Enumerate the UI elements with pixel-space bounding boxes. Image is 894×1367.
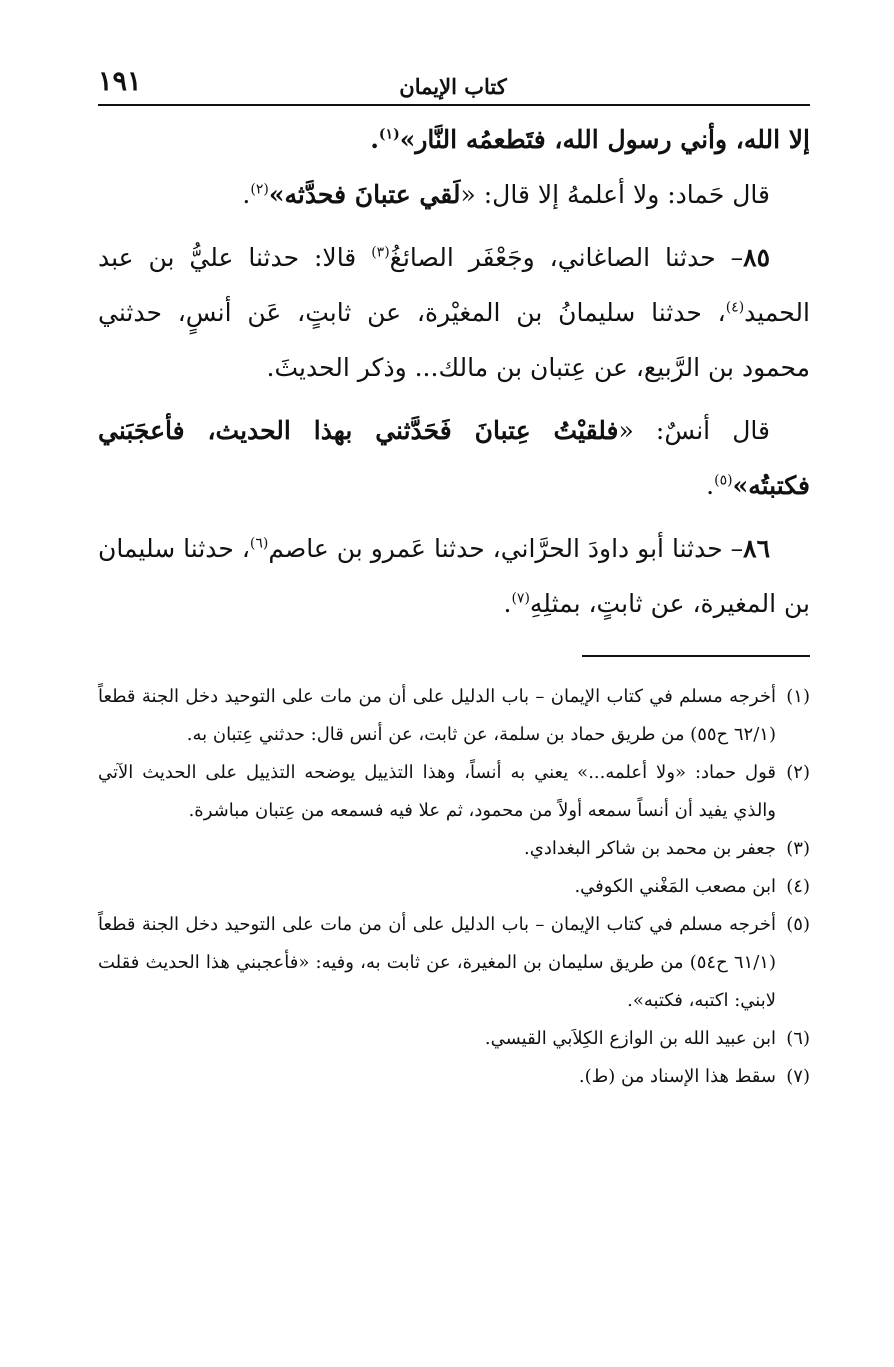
hammad-end: . (242, 180, 251, 209)
hadith-86-part1: – حدثنا أبو داودَ الحرَّاني، حدثنا عَمرو بن عاصم (268, 534, 744, 563)
main-text (98, 112, 810, 631)
footnotes (98, 678, 810, 1096)
footnote-ref-5: (٥) (714, 472, 733, 489)
hadith-85-part1: – حدثنا الصاغاني، وجَعْفَر الصائغُ (389, 243, 744, 272)
hadith-86-end: . (503, 589, 512, 618)
footnote-text: ابن عبيد الله بن الوازع الكِلاَبي القيسي. (484, 1028, 776, 1049)
page-header (98, 62, 808, 102)
hadith-86-part2: ، حدثنا سليمان بن المغيرة، عن ثابتٍ، بمثلِهِ (98, 534, 810, 618)
continuation-text: إلا الله، وأني رسول الله، فتَطعمُه النَّار» (399, 125, 810, 154)
footnote-text: ابن مصعب المَغْني الكوفي. (574, 876, 776, 897)
footnote-number: (٥) (786, 914, 810, 935)
hadith-86 (98, 521, 810, 631)
footnote-text: أخرجه مسلم في كتاب الإيمان – باب الدليل على أن من مات على التوحيد دخل الجنة قطعاً (٦١/١ ح٥٤) من طريق سليمان بن المغيرة، عن ثابت به، وفيه: «فأعجبني هذا الحديث فقلت لابني: اكتبه، فكتبه». (98, 914, 776, 1011)
footnote-ref-7: (٧) (511, 590, 530, 607)
footnote-text: سقط هذا الإسناد من (ط). (578, 1066, 776, 1087)
footnote-ref-3: (٣) (371, 244, 390, 261)
footnote-item (98, 1058, 810, 1096)
hadith-85-number: ٨٥ (743, 243, 770, 272)
continuation-end: . (370, 125, 379, 154)
anas-quote: فلقيْتُ عِتبانَ فَحَدَّثني بهذا الحديث، فأعجَبَني فكتبتُه» (98, 416, 810, 500)
footnote-number: (٢) (786, 762, 810, 783)
footnote-text: أخرجه مسلم في كتاب الإيمان – باب الدليل على أن من مات على التوحيد دخل الجنة قطعاً (٦٢/١ ح٥٥) من طريق حماد بن سلمة، عن ثابت، عن أنس قال: حدثني عِتبان به. (98, 686, 776, 745)
footnote-item (98, 1020, 810, 1058)
header-divider (98, 104, 810, 106)
running-title: كتاب الإيمان (399, 74, 507, 99)
footnote-ref-1: (١) (378, 126, 400, 143)
paragraph-anas (98, 403, 810, 513)
hadith-85-part2: قالا: حدثنا عليُّ بن عبد الحميد (98, 243, 810, 327)
footnote-item (98, 830, 810, 868)
paragraph-hammad (98, 167, 810, 222)
footnote-text: قول حماد: «ولا أعلمه...» يعني به أنساً، وهذا التذييل يوضحه التذييل على الحديث الآتي والذي يفيد أن أنساً سمعه أولاً من محمود، ثم علا فيه فسمعه من عِتبان مباشرة. (98, 762, 776, 821)
paragraph-continuation (98, 112, 810, 167)
footnote-ref-4: (٤) (725, 299, 745, 316)
anas-prefix: قال أنسٌ: « (618, 416, 770, 445)
footnote-item (98, 868, 810, 906)
footnote-ref-6: (٦) (249, 535, 269, 552)
anas-end: . (706, 471, 715, 500)
footnote-ref-2: (٢) (250, 181, 269, 198)
footnote-item (98, 754, 810, 830)
footnote-number: (٦) (786, 1028, 810, 1049)
page-number: ١٩١ (98, 66, 142, 97)
footnote-number: (٣) (786, 838, 810, 859)
footnote-item (98, 906, 810, 1020)
footnote-item (98, 678, 810, 754)
hammad-prefix: قال حَماد: ولا أعلمهُ إلا قال: « (460, 180, 770, 209)
footnote-text: جعفر بن محمد بن شاكر البغدادي. (524, 838, 776, 859)
footnote-divider (582, 655, 810, 657)
hadith-85 (98, 230, 810, 395)
hadith-85-part3: ، حدثنا سليمانُ بن المغيْرة، عن ثابتٍ، عَن أنسٍ، حدثني محمود بن الرَّبيع، عن عِتبان بن مالك... وذكر الحديثَ. (98, 298, 810, 382)
hammad-quote: لَقي عتبانَ فحدَّثه» (268, 180, 461, 209)
footnote-number: (٧) (786, 1066, 810, 1087)
footnote-number: (١) (786, 686, 810, 707)
hadith-86-number: ٨٦ (743, 534, 770, 563)
footnote-number: (٤) (786, 876, 810, 897)
